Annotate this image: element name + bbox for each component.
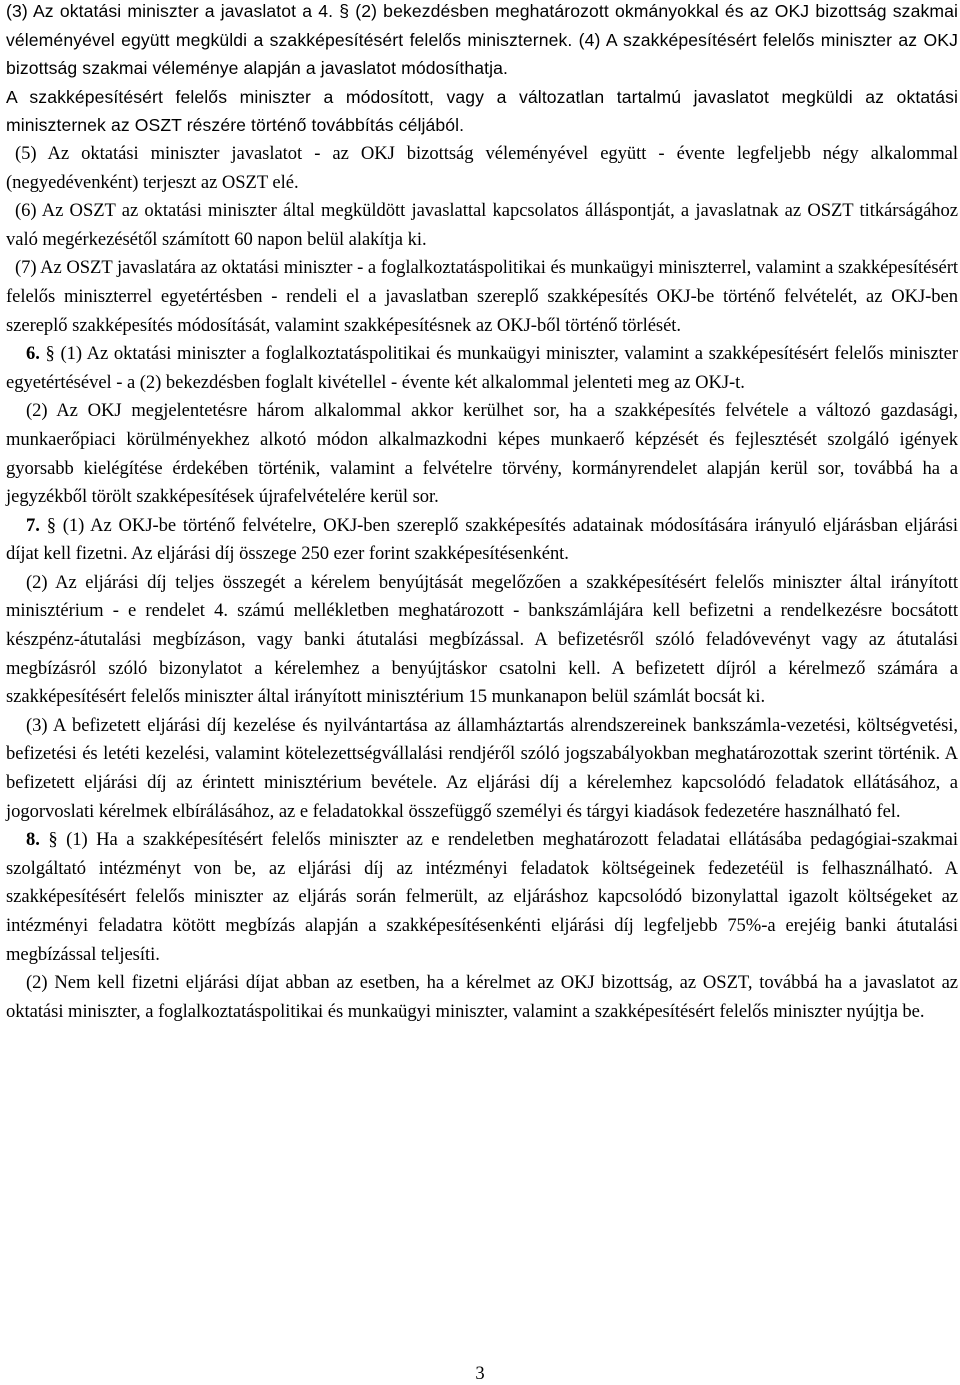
paragraph-4-continued: A szakképesítésért felelős miniszter a módosított, vagy a változatlan tartalmú javaslatot megküldi az oktatási miniszternek az OSZT részére történő továbbítás céljából. [6, 86, 958, 136]
page-number: 3 [475, 1363, 485, 1384]
paragraph-6: (6) Az OSZT az oktatási miniszter által megküldött javaslattal kapcsolatos álláspontját, a javaslatnak az OSZT titkárságához való megérkezésétől számított 60 napon belül alakítja ki. [6, 200, 958, 250]
section-8-paragraph-2: (2) Nem kell fizetni eljárási díjat abban az esetben, ha a kérelmet az OKJ bizottság, az OSZT, továbbá ha a javaslatot az oktatási miniszter, a foglalkoztatáspolitikai és munkaügyi miniszter, valamint a szakképesítésért felelős miniszter nyújtja be. [6, 972, 958, 1022]
paragraph-3-4: (3) Az oktatási miniszter a javaslatot a 4. § (2) bekezdésben meghatározott okmányokkal és az OKJ bizottság szakmai véleményével együtt megküldi a szakképesítésért felelős miniszternek. (4) A szakképesítésért felelős miniszter az OKJ bizottság szakmai véleménye alapján a javaslatot módosíthatja. [6, 1, 958, 79]
section-6-paragraph-1 [6, 340, 958, 397]
section-number: 6. [26, 343, 40, 365]
section-6-paragraph-2: (2) Az OKJ megjelentetésre három alkalommal akkor kerülhet sor, ha a szakképesítés felvétele a változó gazdasági, munkaerőpiaci körülményekhez alkotó módon alkalmazkodni képes munkaerő képzését és fejlesztését szolgáló igények gyorsabb kielégítése érdekében történik, valamint a felvételre törvény, kormányrendelet alapján kerül sor, továbbá ha a jegyzékből törölt szakképesítések újrafelvételére kerül sor. [6, 400, 958, 508]
paragraph-7: (7) Az OSZT javaslatára az oktatási miniszter - a foglalkoztatáspolitikai és munkaügyi miniszterrel, valamint a szakképesítésért felelős miniszterrel egyetértésben - rendeli el a javaslatban szereplő szakképesítés OKJ-be történő felvételét, az OKJ-ben szereplő szakképesítés módosítását, valamint szakképesítésnek az OKJ-ből történő törlését. [6, 257, 958, 336]
section-7-paragraph-3: (3) A befizetett eljárási díj kezelése és nyilvántartása az államháztartás alrendszereinek bankszámla-vezetési, költségvetési, befizetési és letéti kezelési, valamint kötelezettségvállalási rendjéről szóló jogszabályokban meghatározottak szerint történik. A befizetett eljárási díj az érintett minisztérium bevétele. Az eljárási díj a kérelemhez kapcsolódó feladatok ellátásához, a jogorvoslati kérelmek elbírálásához, az e feladatokkal összefüggő személyi és tárgyi kiadások fedezetére használható fel. [6, 714, 958, 822]
section-8-paragraph-1 [6, 826, 958, 969]
section-number: 8. [26, 829, 40, 851]
document-body [6, 0, 958, 1026]
section-7-paragraph-2: (2) Az eljárási díj teljes összegét a kérelem benyújtását megelőzően a szakképesítésért felelős miniszter által irányított minisztérium - e rendelet 4. számú mellékletben meghatározott - bankszámlájára kell befizetni a rendelkezésre bocsátott készpénz-átutalási megbízáson, vagy banki átutalási megbízással. A befizetésről szóló feladóvevényt vagy az átutalási megbízásról szóló bizonylatot a kérelemhez a benyújtáskor csatolni kell. A befizetett díjról a kérelmező számára a szakképesítésért felelős miniszter által irányított minisztérium 15 munkanapon belül számlát bocsát ki. [6, 571, 958, 708]
section-text: § (1) Az OKJ-be történő felvételre, OKJ-ben szereplő szakképesítés adatainak módosítására irányuló eljárásban eljárási díjat kell fizetni. Az eljárási díj összege 250 ezer forint szakképesítésenként. [6, 514, 958, 565]
section-7-paragraph-1 [6, 512, 958, 569]
section-text: § (1) Az oktatási miniszter a foglalkoztatáspolitikai és munkaügyi miniszter, valamint a szakképesítésért felelős miniszter egyetértésével - a (2) bekezdésben foglalt kivétellel - évente két alkalommal jelenteti meg az OKJ-t. [6, 343, 958, 393]
paragraph-5: (5) Az oktatási miniszter javaslatot - az OKJ bizottság véleményével együtt - évente legfeljebb négy alkalommal (negyedévenként) terjeszt az OSZT elé. [6, 142, 958, 193]
section-text: § (1) Ha a szakképesítésért felelős miniszter az e rendeletben meghatározott feladatai ellátásába pedagógiai-szakmai szolgáltató intézményt von be, az eljárási díj az intézményi feladatok költségeinek fedezetéül is felhasználható. A szakképesítésért felelős miniszter az eljárás során felmerült, az eljáráshoz kapcsolódó bizonylattal igazolt költségeket az intézményi feladatra kötött megbízás alapján a szakképesítésenkénti eljárási díj legfeljebb 75%-a erejéig banki átutalási megbízással teljesíti. [6, 829, 958, 965]
section-number: 7. [26, 514, 40, 536]
